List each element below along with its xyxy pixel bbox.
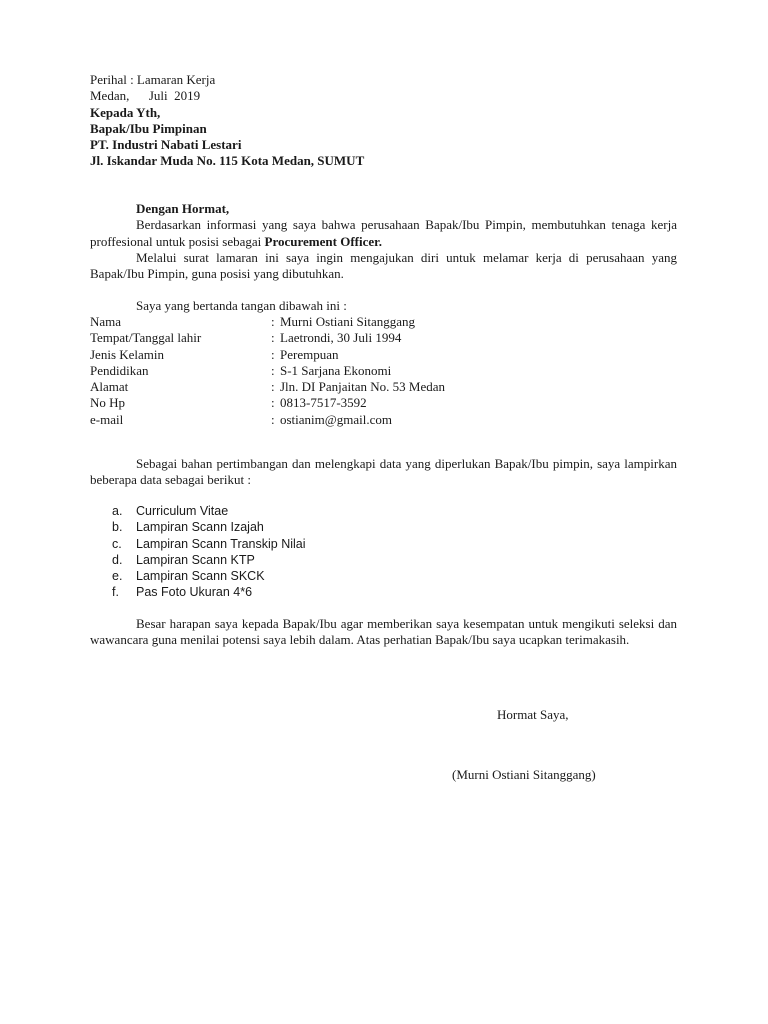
- attachment-intro: [90, 456, 677, 489]
- list-marker: e.: [112, 569, 123, 584]
- detail-label: Pendidikan: [90, 362, 149, 378]
- list-item-text: Curriculum Vitae: [136, 504, 229, 518]
- letter-opening: [90, 201, 677, 282]
- personal-details: [90, 314, 677, 428]
- detail-value: Jln. DI Panjaitan No. 53 Medan: [280, 379, 446, 395]
- list-marker: d.: [112, 552, 123, 567]
- detail-value: 0813-7517-3592: [280, 395, 367, 411]
- signoff-greeting: Hormat Saya,: [497, 707, 569, 722]
- list-marker: c.: [112, 536, 122, 551]
- detail-row: [90, 314, 677, 330]
- detail-row: [90, 330, 677, 346]
- salutation: Dengan Hormat,: [136, 201, 230, 216]
- paragraph-1: [90, 217, 677, 250]
- position-title: Procurement Officer.: [264, 233, 382, 249]
- paragraph-2: Melalui surat lamaran ini saya ingin mengajukan diri untuk melamar kerja di perusahaan yang Bapak/Ibu Pimpin, guna posisi yang dibutuhkan.: [90, 249, 677, 282]
- list-item: [90, 519, 677, 535]
- list-marker: f.: [112, 585, 119, 600]
- detail-row: [90, 363, 677, 379]
- detail-label: Alamat: [90, 379, 129, 395]
- list-item: [90, 503, 677, 519]
- list-item-text: Pas Foto Ukuran 4*6: [136, 585, 253, 600]
- detail-value: Murni Ostiani Sitanggang: [280, 314, 416, 329]
- list-item: [90, 568, 677, 584]
- closing-paragraph: Besar harapan saya kepada Bapak/Ibu agar memberikan saya kesempatan untuk mengikuti seleksi dan wawancara guna menilai potensi saya lebih dalam. Atas perhatian Bapak/Ibu saya ucapkan terimakasih.: [90, 616, 677, 648]
- detail-label: No Hp: [90, 395, 126, 411]
- recipient-greeting: Kepada Yth,: [90, 104, 161, 120]
- detail-label: Tempat/Tanggal lahir: [90, 330, 202, 346]
- recipient-company: PT. Industri Nabati Lestari: [90, 137, 242, 153]
- signer-name: (Murni Ostiani Sitanggang): [452, 767, 596, 782]
- recipient-title: Bapak/Ibu Pimpinan: [90, 120, 207, 136]
- detail-row: [90, 395, 677, 411]
- intro-line: [90, 298, 677, 314]
- list-marker: a.: [112, 504, 123, 518]
- closing: [90, 616, 677, 649]
- detail-label: Jenis Kelamin: [90, 346, 165, 362]
- intro-text: Saya yang bertanda tangan dibawah ini :: [136, 298, 347, 313]
- detail-colon: :: [271, 395, 275, 411]
- detail-colon: :: [271, 379, 275, 395]
- list-item-text: Lampiran Scann Transkip Nilai: [136, 536, 306, 551]
- detail-colon: :: [271, 330, 275, 346]
- subject-line: Perihal : Lamaran Kerja: [90, 72, 216, 87]
- detail-value: S-1 Sarjana Ekonomi: [280, 362, 392, 378]
- list-item: [90, 536, 677, 552]
- list-marker: b.: [112, 520, 123, 535]
- list-item: [90, 584, 677, 600]
- detail-row: [90, 412, 677, 428]
- detail-label: Nama: [90, 314, 122, 329]
- detail-label: e-mail: [90, 411, 124, 427]
- detail-colon: :: [271, 314, 275, 329]
- paragraph-1-text: Berdasarkan informasi yang saya bahwa perusahaan Bapak/Ibu Pimpin, membutuhkan tenaga kerja proffesional untuk posisi sebagai: [90, 217, 677, 249]
- letter-header: [90, 72, 677, 170]
- detail-value: Laetrondi, 30 Juli 1994: [280, 330, 402, 346]
- detail-row: [90, 379, 677, 395]
- detail-value: ostianim@gmail.com: [280, 411, 392, 427]
- list-item-text: Lampiran Scann KTP: [136, 552, 255, 567]
- detail-colon: :: [271, 362, 275, 378]
- list-item: [90, 552, 677, 568]
- recipient-address: Jl. Iskandar Muda No. 115 Kota Medan, SUMUT: [90, 153, 365, 169]
- place-date: Medan, Juli 2019: [90, 88, 201, 104]
- paragraph-3: Sebagai bahan pertimbangan dan melengkapi data yang diperlukan Bapak/Ibu pimpin, saya lampirkan beberapa data sebagai berikut :: [90, 456, 677, 488]
- detail-row: [90, 347, 677, 363]
- detail-colon: :: [271, 346, 275, 362]
- detail-colon: :: [271, 411, 275, 427]
- detail-value: Perempuan: [280, 346, 339, 362]
- attachment-list: [90, 503, 677, 601]
- list-item-text: Lampiran Scann Izajah: [136, 520, 264, 535]
- list-item-text: Lampiran Scann SKCK: [136, 569, 265, 584]
